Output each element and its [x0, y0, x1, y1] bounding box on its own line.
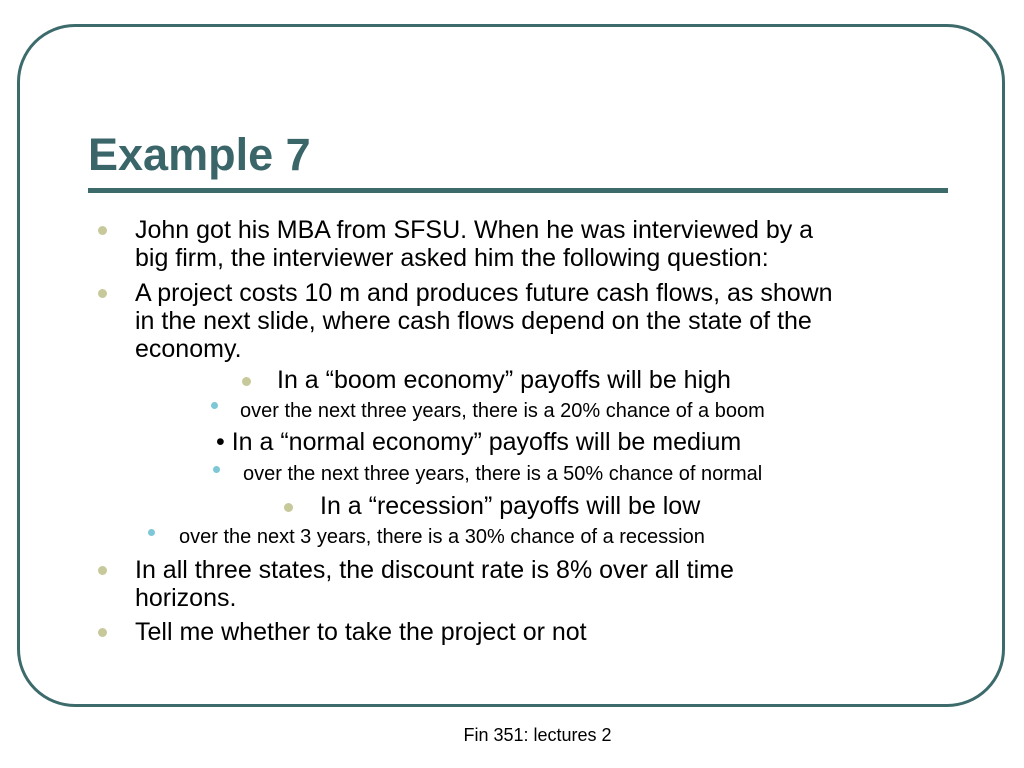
- bullet-text: A project costs 10 m and produces future cash flows, as shown: [135, 279, 833, 307]
- bullet-text: in the next slide, where cash flows depend on the state of the: [135, 307, 812, 335]
- bullet-icon: [284, 503, 293, 512]
- bullet-text: economy.: [135, 335, 242, 363]
- recession-bullet: In a “recession” payoffs will be low: [320, 492, 701, 520]
- bullet-text: John got his MBA from SFSU. When he was interviewed by a: [135, 216, 814, 244]
- sub-bullet-icon: [211, 402, 218, 409]
- bullet-text: Tell me whether to take the project or not: [135, 618, 587, 646]
- bullet-text: horizons.: [135, 584, 237, 612]
- boom-bullet: In a “boom economy” payoffs will be high: [277, 366, 731, 394]
- sub-bullet-icon: [148, 529, 155, 536]
- boom-detail: over the next three years, there is a 20% chance of a boom: [240, 400, 765, 422]
- bullet-icon: [98, 628, 107, 637]
- bullet-icon: [98, 226, 107, 235]
- bullet-text: In all three states, the discount rate is 8% over all time: [135, 556, 734, 584]
- bullet-icon: [98, 566, 107, 575]
- slide-title: Example 7: [88, 129, 311, 180]
- sub-bullet-icon: [213, 466, 220, 473]
- title-underline: [88, 188, 948, 193]
- bullet-icon: [242, 377, 251, 386]
- recession-detail: over the next 3 years, there is a 30% chance of a recession: [179, 526, 705, 548]
- normal-bullet: • In a “normal economy” payoffs will be medium: [216, 428, 742, 456]
- bullet-text: big firm, the interviewer asked him the following question:: [135, 244, 769, 272]
- normal-detail: over the next three years, there is a 50% chance of normal: [243, 463, 763, 485]
- bullet-icon: [98, 289, 107, 298]
- slide-footer: Fin 351: lectures 2: [463, 725, 612, 745]
